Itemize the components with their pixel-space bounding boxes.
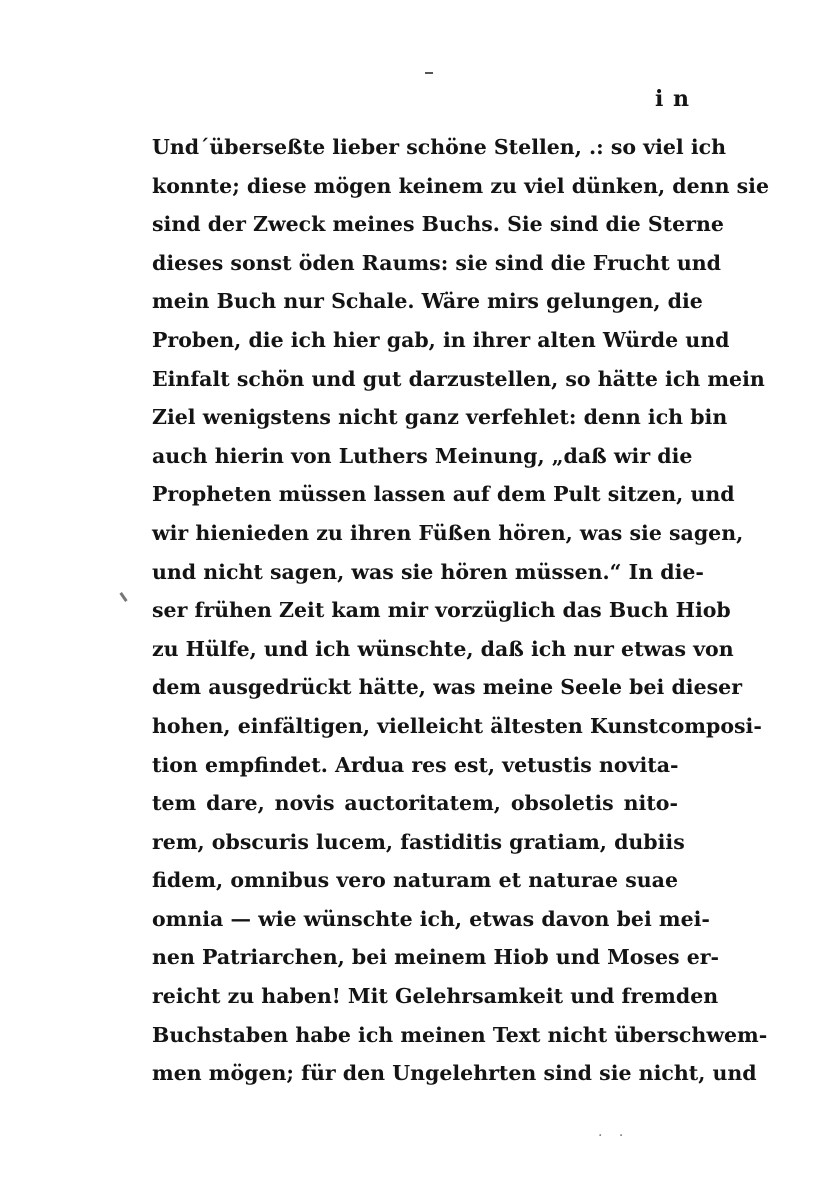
- text-line: Ziel wenigstens nicht ganz verfehlet: denn ich bin: [152, 405, 728, 430]
- text-line: auch hierin von Luthers Meinung, „daß wir die: [152, 443, 693, 468]
- text-line: men mögen; für den Ungelehrten sind sie nicht, und: [152, 1061, 757, 1086]
- text-line: reicht zu haben! Mit Gelehrsamkeit und fremden: [152, 984, 719, 1009]
- text-line: dieses sonst öden Raums: sie sind die Frucht und: [152, 250, 721, 275]
- text-line: zu Hülfe, und ich wünschte, daß ich nur etwas von: [152, 636, 734, 661]
- bottom-mark: · ·: [598, 1128, 630, 1144]
- body-text: [152, 128, 769, 1093]
- text-line: rem, obscuris lucem, fastiditis gratiam, dubiis: [152, 829, 685, 854]
- text-line: wir hienieden zu ihren Füßen hören, was sie sagen,: [152, 520, 744, 545]
- text-line: tem dare, novis auctoritatem, obsoletis nito-: [152, 791, 678, 816]
- text-line: nen Patriarchen, bei meinem Hiob und Moses er-: [152, 945, 720, 970]
- text-line: fidem, omnibus vero naturam et naturae suae: [152, 868, 678, 893]
- text-line: Und´überseßte lieber schöne Stellen, .: so viel ich: [152, 135, 727, 159]
- page-number: i n: [655, 86, 691, 112]
- text-line: hohen, einfältigen, vielleicht ältesten Kunstcomposi-: [152, 713, 762, 738]
- text-line: Propheten müssen lassen auf dem Pult sitzen, und: [152, 482, 735, 507]
- text-line: mein Buch nur Schale. Wäre mirs gelungen, die: [152, 289, 703, 314]
- text-line: konnte; diese mögen keinem zu viel dünken, denn sie: [152, 173, 769, 198]
- margin-mark: [119, 592, 127, 602]
- text-line: tion empfindet. Ardua res est, vetustis novita-: [152, 752, 679, 777]
- text-line: sind der Zweck meines Buchs. Sie sind die Sterne: [152, 212, 724, 237]
- text-line: Proben, die ich hier gab, in ihrer alten Würde und: [152, 327, 730, 352]
- top-mark: [425, 72, 433, 74]
- text-line: omnia — wie wünschte ich, etwas davon bei mei-: [152, 906, 710, 931]
- text-line: Einfalt schön und gut darzustellen, so hätte ich mein: [152, 366, 765, 391]
- text-line: ser frühen Zeit kam mir vorzüglich das Buch Hiob: [152, 598, 731, 623]
- text-line: dem ausgedrückt hätte, was meine Seele bei dieser: [152, 675, 743, 700]
- text-line: und nicht sagen, was sie hören müssen.“ In die-: [152, 559, 704, 584]
- text-line: Buchstaben habe ich meinen Text nicht überschwem-: [152, 1022, 768, 1047]
